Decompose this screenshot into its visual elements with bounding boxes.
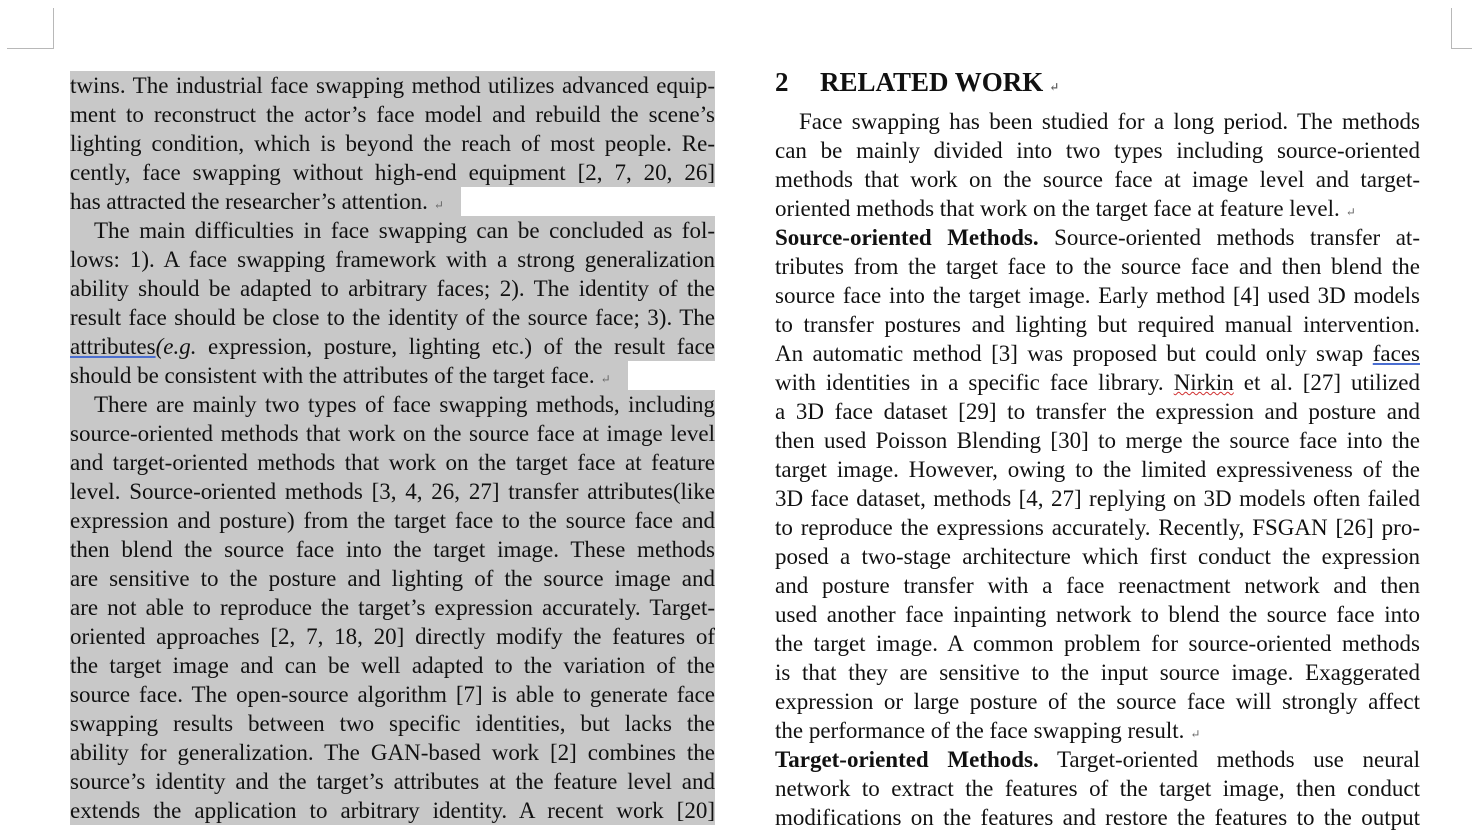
text-line: source-oriented methods that work on the source face at image level [70, 421, 715, 446]
text-line: is that they are sensitive to the input source image. Exaggerated [775, 660, 1420, 685]
paragraph-2[interactable] [70, 216, 715, 390]
text-line: 3D face dataset, methods [4, 27] replying on 3D models often failed [775, 486, 1420, 511]
section-title: RELATED WORK [820, 67, 1044, 97]
text-line: network to extract the features of the target image, then conduct [775, 776, 1420, 801]
source-oriented-paragraph[interactable] [775, 223, 1420, 745]
text-line: extends the application to arbitrary identity. A recent work [20] [70, 798, 715, 823]
text-line: to transfer postures and lighting but required manual intervention. [775, 312, 1420, 337]
paragraph-label: Source-oriented Methods. [775, 225, 1039, 250]
paragraph-mark-icon: ↵ [1190, 727, 1201, 741]
left-column[interactable] [70, 71, 715, 825]
underlined-word: faces [1372, 341, 1420, 366]
text-line: then used Poisson Blending [30] to merge the source face into the [775, 428, 1420, 453]
section-heading[interactable] [775, 64, 1059, 105]
right-column[interactable] [775, 107, 1420, 832]
text-line: target image. However, owing to the limited expressiveness of the [775, 457, 1420, 482]
paragraph-mark-icon: ↵ [1049, 80, 1060, 94]
text-fragment: with identities in a specific face library. [775, 370, 1174, 395]
text-line: level. Source-oriented methods [3, 4, 26, 27] transfer attributes(like [70, 479, 715, 504]
spellcheck-word: Nirkin [1173, 370, 1234, 395]
text-fragment: expression, posture, lighting etc.) of the result face [196, 334, 715, 359]
paragraph-mark-icon: ↵ [600, 372, 611, 386]
text-fragment: Target-oriented methods use neural [1038, 747, 1420, 772]
text-line: ment to reconstruct the actor’s face model and rebuild the scene’s [70, 102, 715, 127]
text-line: source face into the target image. Early method [4] used 3D models [775, 283, 1420, 308]
text-line: modifications on the features and restore the features to the output [775, 805, 1420, 830]
text-line: can be mainly divided into two types including source-oriented [775, 138, 1420, 163]
paragraph-label: Target-oriented Methods. [775, 747, 1039, 772]
text-line: The main difficulties in face swapping can be concluded as fol- [70, 216, 715, 245]
text-line: lows: 1). A face swapping framework with a strong generalization [70, 247, 715, 272]
crop-mark-top-left [7, 8, 54, 49]
text-fragment: An automatic method [3] was proposed but could only swap [775, 341, 1373, 366]
text-line: expression and posture) from the target face to the source face and [70, 508, 715, 533]
text-line: then blend the source face into the target image. These methods [70, 537, 715, 562]
intro-paragraph[interactable] [775, 107, 1420, 223]
paragraph-mark-icon: ↵ [1345, 205, 1356, 219]
text-line: tributes from the target face to the source face and then blend the [775, 254, 1420, 279]
italic-eg: (e.g. [155, 334, 197, 359]
paragraph-3[interactable] [70, 390, 715, 825]
text-line: source’s identity and the target’s attributes at the feature level and [70, 769, 715, 794]
text-line: and target-oriented methods that work on the target face at feature [70, 450, 715, 475]
text-line: has attracted the researcher’s attention. [70, 189, 428, 214]
text-line: should be consistent with the attributes of the target face. [70, 363, 595, 388]
paragraph-1[interactable] [70, 71, 715, 216]
text-line: Face swapping has been studied for a long period. The methods [799, 109, 1420, 134]
text-line: oriented approaches [2, 7, 18, 20] directly modify the features of [70, 624, 715, 649]
text-line: swapping results between two specific identities, but lacks the [70, 711, 715, 736]
text-line: a 3D face dataset [29] to transfer the expression and posture and [775, 399, 1420, 424]
text-line: and posture transfer with a face reenactment network and then [775, 573, 1420, 598]
paragraph-mark-icon: ↵ [433, 198, 444, 212]
text-line: There are mainly two types of face swapping methods, including [70, 390, 715, 419]
text-line: the performance of the face swapping result. [775, 718, 1185, 743]
text-line: expression or large posture of the source face will strongly affect [775, 689, 1420, 714]
text-line: cently, face swapping without high-end equipment [2, 7, 20, 26] [70, 160, 715, 185]
text-fragment: Source-oriented methods transfer at- [1038, 225, 1420, 250]
underlined-word: attributes [70, 334, 156, 359]
text-line: result face should be close to the identity of the source face; 3). The [70, 305, 715, 330]
text-line: are not able to reproduce the target’s expression accurately. Target- [70, 595, 715, 620]
section-number: 2 [775, 67, 789, 97]
text-line: used another face inpainting network to blend the source face into [775, 602, 1420, 627]
target-oriented-paragraph[interactable] [775, 745, 1420, 832]
text-line: methods that work on the source face at image level and target- [775, 167, 1420, 192]
text-line: ability should be adapted to arbitrary faces; 2). The identity of the [70, 276, 715, 301]
text-line: ability for generalization. The GAN-based work [2] combines the [70, 740, 715, 765]
text-line: twins. The industrial face swapping method utilizes advanced equip- [70, 73, 715, 98]
crop-mark-top-right [1451, 8, 1472, 49]
text-line: lighting condition, which is beyond the reach of most people. Re- [70, 131, 715, 156]
text-line: source face. The open-source algorithm [7] is able to generate face [70, 682, 715, 707]
text-line: the target image. A common problem for source-oriented methods [775, 631, 1420, 656]
text-line: oriented methods that work on the target face at feature level. [775, 196, 1340, 221]
text-line: are sensitive to the posture and lighting of the source image and [70, 566, 715, 591]
text-line: to reproduce the expressions accurately. Recently, FSGAN [26] pro- [775, 515, 1420, 540]
text-line: the target image and can be well adapted to the variation of the [70, 653, 715, 678]
text-fragment: et al. [27] utilized [1233, 370, 1420, 395]
text-line: posed a two-stage architecture which first conduct the expression [775, 544, 1420, 569]
